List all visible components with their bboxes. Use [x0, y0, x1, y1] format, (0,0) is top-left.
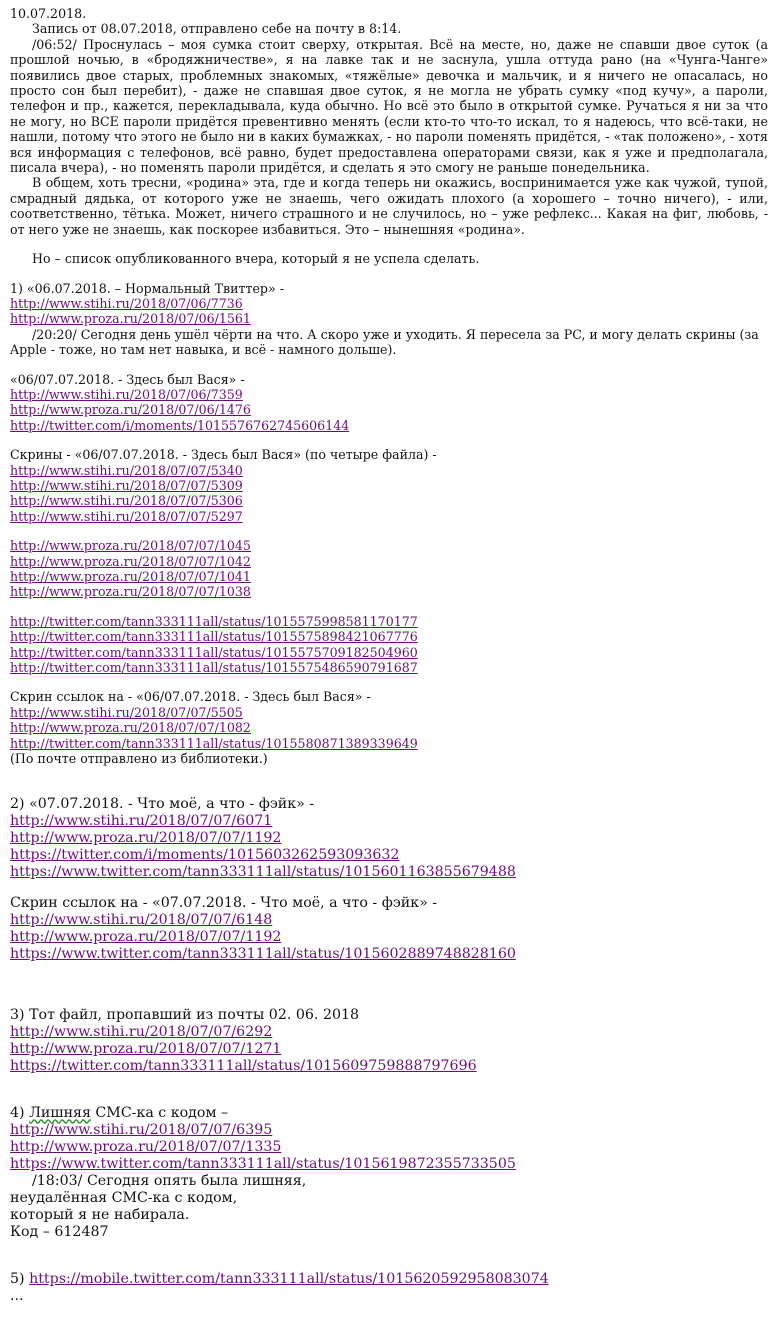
link[interactable]: https://mobile.twitter.com/tann333111all/status/1015620592958083074	[29, 1271, 549, 1288]
link[interactable]: https://www.twitter.com/tann333111all/status/1015602889748828160	[10, 946, 516, 963]
link[interactable]: http://www.proza.ru/2018/07/07/1045	[10, 538, 251, 554]
section-note: (По почте отправлено из библиотеки.)	[10, 751, 268, 767]
link[interactable]: http://www.proza.ru/2018/07/07/1038	[10, 584, 251, 600]
section-note: /20:20/ Сегодня день ушёл чёрти на что. А скоро уже и уходить. Я пересела за PC, и могу делать скрины (за Apple - тоже, но там нет навыка, и всё - намного дольше).	[10, 326, 759, 358]
link[interactable]: http://twitter.com/tann333111all/status/1015580871389339649	[10, 735, 418, 751]
section-number: 4)	[10, 1105, 30, 1122]
section-title: «06/07.07.2018. - Здесь был Вася» -	[10, 371, 245, 387]
link[interactable]: https://twitter.com/i/moments/1015603262593093632	[10, 847, 400, 864]
section-title: Скрин ссылок на - «06/07.07.2018. - Здесь был Вася» -	[10, 689, 371, 705]
section-3	[10, 1007, 768, 1075]
ellipsis: ...	[10, 1288, 24, 1305]
section-title: Скрин ссылок на - «07.07.2018. - Что моё, а что - фэйк» -	[10, 895, 438, 912]
section-title: Скрины - «06/07.07.2018. - Здесь был Вася» (по четыре файла) -	[10, 447, 437, 463]
link[interactable]: http://www.stihi.ru/2018/07/07/6148	[10, 912, 273, 929]
note-line: /18:03/ Сегодня опять была лишняя,	[32, 1173, 307, 1190]
link[interactable]: http://twitter.com/tann333111all/status/1015575898421067776	[10, 629, 418, 645]
link[interactable]: http://www.proza.ru/2018/07/07/1192	[10, 830, 282, 847]
link[interactable]: http://www.stihi.ru/2018/07/07/5505	[10, 704, 243, 720]
link[interactable]: http://twitter.com/tann333111all/status/1015575486590791687	[10, 660, 418, 676]
link[interactable]: http://www.stihi.ru/2018/07/07/6292	[10, 1024, 273, 1041]
note-line: который я не набирала.	[10, 1207, 190, 1224]
spellcheck-word: Лишняя	[29, 1105, 91, 1122]
section-number: 5)	[10, 1271, 30, 1288]
link[interactable]: http://www.stihi.ru/2018/07/07/5340	[10, 462, 243, 478]
link[interactable]: https://twitter.com/tann333111all/status/1015609759888797696	[10, 1058, 477, 1075]
link[interactable]: http://www.proza.ru/2018/07/07/1192	[10, 929, 282, 946]
link[interactable]: http://www.proza.ru/2018/07/07/1082	[10, 720, 251, 736]
link[interactable]: http://www.proza.ru/2018/07/07/1042	[10, 553, 251, 569]
section-title: 2) «07.07.2018. - Что моё, а что - фэйк» -	[10, 796, 315, 813]
link[interactable]: https://www.twitter.com/tann333111all/status/1015601163855679488	[10, 864, 516, 881]
section-title	[10, 1271, 768, 1288]
document-page	[10, 6, 768, 1305]
link[interactable]: http://www.stihi.ru/2018/07/07/5309	[10, 477, 243, 493]
link[interactable]: http://www.proza.ru/2018/07/07/1335	[10, 1139, 282, 1156]
entry-date: 10.07.2018.	[10, 6, 87, 21]
section-5	[10, 1271, 768, 1305]
entry-intro: Запись от 08.07.2018, отправлено себе на почту в 8:14.	[32, 21, 402, 37]
note-line: Код – 612487	[10, 1224, 109, 1241]
link[interactable]: http://twitter.com/i/moments/1015576762745606144	[10, 417, 350, 433]
link[interactable]: http://www.stihi.ru/2018/07/06/7359	[10, 386, 243, 402]
section-title-rest: СМС-ка с кодом –	[90, 1105, 229, 1122]
link[interactable]: http://www.stihi.ru/2018/07/06/7736	[10, 295, 243, 311]
link[interactable]: http://www.proza.ru/2018/07/07/1041	[10, 569, 251, 584]
link[interactable]: https://www.twitter.com/tann333111all/status/1015619872355733505	[10, 1156, 516, 1173]
section-title: 3) Тот файл, пропавший из почты 02. 06. 2018	[10, 1007, 360, 1024]
link[interactable]: http://www.proza.ru/2018/07/06/1561	[10, 311, 251, 327]
link[interactable]: http://www.proza.ru/2018/07/06/1476	[10, 402, 251, 418]
link[interactable]: http://twitter.com/tann333111all/status/1015575998581170177	[10, 613, 418, 629]
section-2	[10, 796, 768, 963]
link[interactable]: http://twitter.com/tann333111all/status/1015575709182504960	[10, 644, 418, 660]
section-1	[10, 281, 768, 767]
section-title	[10, 1105, 768, 1122]
entry-header	[10, 6, 768, 281]
section-4	[10, 1105, 768, 1241]
body-paragraph: /06:52/ Проснулась – моя сумка стоит сверху, открытая. Всё на месте, но, даже не спавши двое суток (а прошлой ночью, в «бродяжничестве», я на лавке так и не заснула, ушла оттуда рано (на «Чунга-Чанге» появились двое старых, проблемных знакомых, «тяжёлые» девочка и мальчик, и я ничего не опасалась, но просто сон был перебит), - даже не спавшая двое суток, я не могла не убрать сумку «под кучу», а пароли, телефон и пр., кажется, перекладывала, куда обычно. Но всё это было в открытой сумке. Ручаться я ни за что не могу, но ВСЕ пароли придётся превентивно менять (если кто-то что-то искал, то я надеюсь, что всё-таки, не нашли, потому что этого не было ни в каких бумажках, - но пароли поменять придётся, - «так положено», - хотя вся информация с телефонов, всё равно, будет предоставлена операторами связи, как я уже и предполагала, писала вчера), - но поменять пароли придётся, и сделать я это смогу не раньше понедельника.	[10, 36, 768, 176]
body-paragraph: В общем, хоть тресни, «родина» эта, где и когда теперь ни окажись, воспринимается уже как чужой, тупой, смрадный дядька, от которого уже не знаешь, чего ожидать плохого (а хорошего – точно ничего), - или, соответственно, тётька. Может, ничего страшного и не случилось, но – уже рефлекс... Какая на фиг, любовь, - от него уже не знаешь, как поскорее избавиться. Это – нынешняя «родина».	[10, 175, 768, 237]
link[interactable]: http://www.stihi.ru/2018/07/07/5297	[10, 508, 243, 524]
link[interactable]: http://www.stihi.ru/2018/07/07/6071	[10, 813, 273, 830]
link[interactable]: http://www.proza.ru/2018/07/07/1271	[10, 1041, 282, 1058]
section-title: 1) «06.07.2018. – Нормальный Твиттер» -	[10, 280, 284, 296]
link[interactable]: http://www.stihi.ru/2018/07/07/6395	[10, 1122, 273, 1139]
body-paragraph: Но – список опубликованного вчера, который я не успела сделать.	[32, 251, 480, 267]
link[interactable]: http://www.stihi.ru/2018/07/07/5306	[10, 493, 243, 509]
note-line: неудалённая СМС-ка с кодом,	[10, 1190, 238, 1207]
